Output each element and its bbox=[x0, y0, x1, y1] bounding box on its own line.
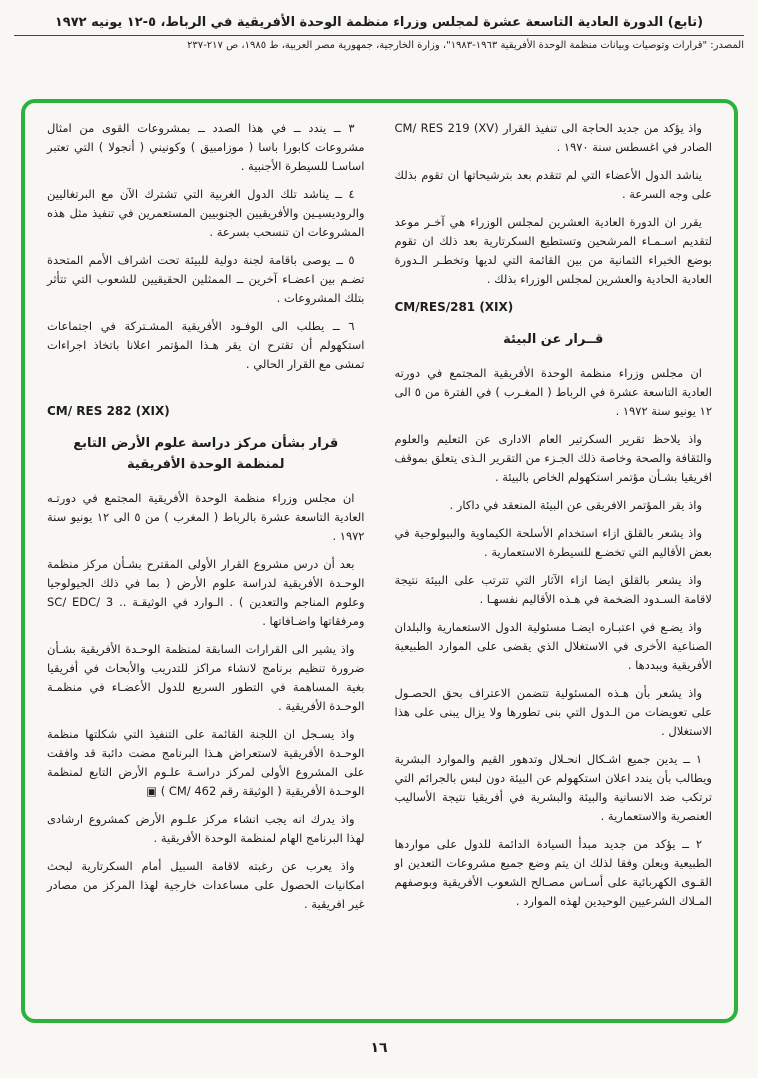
paragraph: بعد أن درس مشروع القرار الأولى المقترح بشـأن مركز منظمة الوحـدة الأفريقية لدراسة علوم الأرض ( بما في ذلك الجيولوجيا وعلوم المناجم والتعدين ) . الـوارد في الوثيقـة .. SC/ EDC/ 3 ومرفقاتها واضـافاتها . bbox=[47, 557, 365, 628]
paragraph: يقرر ان الدورة العادية العشرين لمجلس الوزراء هي آخـر موعد لتقديم اسـمـاء المرشحين وتستطيع السكرتارية بعد ذلك ان تقوم بوضع الخبراء الثمانية من بين القائمة التي لديها وتخطـر الـدورة العادية الحادية والعشرين لمجلس الوزراء بذلك . bbox=[394, 215, 712, 286]
paragraph: واذ يشير الى القرارات السابقة لمنظمة الوحـدة الأفريقية بشـأن ضرورة تنظيم برنامج لانشاء مراكز للتدريب والأبحاث في أفريقيا بغية المساهمة في التطور السريع للدول الأعضـاء في منظمـة الوحـدة الأفريقية . bbox=[47, 642, 365, 713]
content-frame bbox=[21, 99, 738, 1023]
document-header bbox=[0, 0, 758, 51]
paragraph: واذ يشعر بالقلق ازاء استخدام الأسلحة الكيماوية والبيولوجية في بعض الأقاليم التي تخضـع للسيطرة الاستعمارية . bbox=[394, 526, 712, 559]
paragraph: ان مجلس وزراء منظمة الوحدة الأفريقية المجتمع في دورته العادية التاسعة عشرة في الرباط ( المغـرب ) في الفترة من ٥ الى ١٢ يونيو سنة ١٩٧٢ . bbox=[394, 366, 712, 418]
paragraph: واذ يسـجل ان اللجنة القائمة على التنفيذ التي شكلتها منظمة الوحـدة الأفريقية لاستعراض هـذا البرنامج مضت دائبة قد وافقت على المشروع الأولى لمركز دراسـة علـوم الأرض التابع لمنظمة الوحـدة الأفريقية ( الوثيقة رقم CM/ 462 ) ▣ bbox=[47, 727, 365, 798]
resolution-ref: CM/ RES 282 (XIX) bbox=[47, 404, 170, 418]
paragraph: واذ يلاحظ تقرير السكرتير العام الادارى عن التعليم والعلوم والثقافة والصحة وخاصة ذلك الجـزء من التقرير الـذى يتعلق بموقف افريقيا بشـأن مؤتمر استكهولم الخاص بالبيئة . bbox=[394, 432, 712, 484]
paragraph: واذ يشعر بأن هـذه المسئولية تتضمن الاعتراف بحق الحصـول على تعويضات من الـدول التي بنى تطورها ولا يزال يبنى على هذا الاستغلال . bbox=[394, 686, 712, 738]
resolution-title: قرار بشأن مركز دراسة علوم الأرض التابع لمنظمة الوحدة الأفريقية bbox=[73, 436, 339, 472]
numbered-clause: ٥ ــ يوصى باقامة لجنة دولية للبيئة تحت اشراف الأمم المتحدة تضـم بين اعضـاء آخرين ــ الممثلين الحقيقيين للشعوب التي تتأثر بتلك المشروعات . bbox=[47, 253, 365, 305]
paragraph: واذ يعرب عن رغبته لاقامة السبيل أمام السكرتارية لبحث امكانيات الحصول على مساعدات خارجية لهذا المركز من مصادر غير افريقية . bbox=[47, 859, 365, 911]
paragraph: واذ يشعر بالقلق ايضا ازاء الآثار التي تترتب على البيئة نتيجة لاقامة السـدود الضخمة في هـذه الأقاليم نفسهـا . bbox=[394, 573, 712, 606]
numbered-clause: ٤ ــ يناشد تلك الدول الغربية التي تشترك الآن مع البرتغاليين والروديسيـين والأفريقيين الجنوبيين المستعمرين في تنفيذ مثل هذه المشروعات ان تنسحب بسرعة . bbox=[47, 187, 365, 239]
paragraph: يناشد الدول الأعضاء التي لم تتقدم بعد بترشيحاتها ان تقوم بذلك على وجه السرعة . bbox=[394, 168, 712, 201]
page-number: ١٦ bbox=[370, 1040, 388, 1056]
numbered-clause: ٣ ــ يندد ــ في هذا الصدد ــ بمشروعات القوى من امثال مشروعات كابورا باسا ( موزامبيق ) وكونيني ( أنجولا ) التي تعتبر اساسـا للسيطرة الأجنبية . bbox=[47, 121, 365, 173]
paragraph: واذ يدرك انه يجب انشاء مركز علـوم الأرض كمشروع ارشادى لهذا البرنامج الهام لمنظمة الوحدة الأفريقية . bbox=[47, 812, 365, 845]
numbered-clause: ٦ ــ يطلب الى الوفـود الأفريقية المشـتركة في اجتماعات استكهولم أن تقترح ان يقر هـذا المؤتمر اعلانا باتخاذ اجراءات تمشى مع القرار الحالي . bbox=[47, 319, 365, 371]
header-divider bbox=[14, 35, 744, 36]
paragraph: واذ يضـع في اعتبـاره ايضـا مسئولية الدول الاستعمارية والبلدان الصناعية الأخرى في الاستغلال الذي يقضى على الموارد الطبيعية الأفريقية ويبددها . bbox=[394, 620, 712, 672]
numbered-clause: ١ ــ يدين جميع اشـكال انحـلال وتدهور القيم والموارد البشرية ويطالب بأن يندد اعلان استكهولم عن البيئة دون لبس بالجرائم التي ترتكب ضد الانسانية والبيئة والبشرية في أفريقيا نتيجة الأساليب العنصرية والاستعمارية . bbox=[394, 752, 712, 823]
header-title: (تابع) الدورة العادية التاسعة عشرة لمجلس وزراء منظمة الوحدة الأفريقية في الرباط، ٥-١٢ يونيه ١٩٧٢ bbox=[54, 15, 704, 30]
paragraph: واذ يؤكد من جديد الحاجة الى تنفيذ القرار CM/ RES 219 (XV) الصادر في اغسطس سنة ١٩٧٠ . bbox=[394, 121, 712, 154]
paragraph: ان مجلس وزراء منظمة الوحدة الأفريقية المجتمع في دورتـه العادية التاسعة عشرة بالرباط ( المغرب ) من ٥ الى ١٢ يونيو سنة ١٩٧٢ . bbox=[47, 491, 365, 543]
two-column-layout bbox=[47, 119, 712, 1003]
resolution-ref: CM/RES/281 (XIX) bbox=[394, 300, 514, 314]
paragraph: واذ يقر المؤتمر الافريقى عن البيئة المنعقد في داكار . bbox=[449, 498, 702, 512]
header-source-line: المصدر: "قرارات وتوصيات وبيانات منظمة الوحدة الأفريقية ١٩٦٣-١٩٨٣"، وزارة الخارجية، جمهورية مصر العربية، ط ١٩٨٥، ص ٢١٧-٢٣٧ bbox=[187, 40, 744, 51]
numbered-clause: ٢ ــ يؤكد من جديد مبدأ السيادة الدائمة للدول على مواردها الطبيعية ويعلن وفقا لذلك ان يتم وضع جميع مشروعات التعدين او القـوى الكهربائية على أسـاس مصـالح الشعوب الأفريقية وبوصفهم المـلاك الشرعيين الوحيدين لهذه الموارد . bbox=[394, 837, 712, 908]
column-left bbox=[47, 119, 365, 1003]
resolution-title: قــرار عن البيئة bbox=[503, 332, 604, 347]
column-right bbox=[395, 119, 713, 1003]
